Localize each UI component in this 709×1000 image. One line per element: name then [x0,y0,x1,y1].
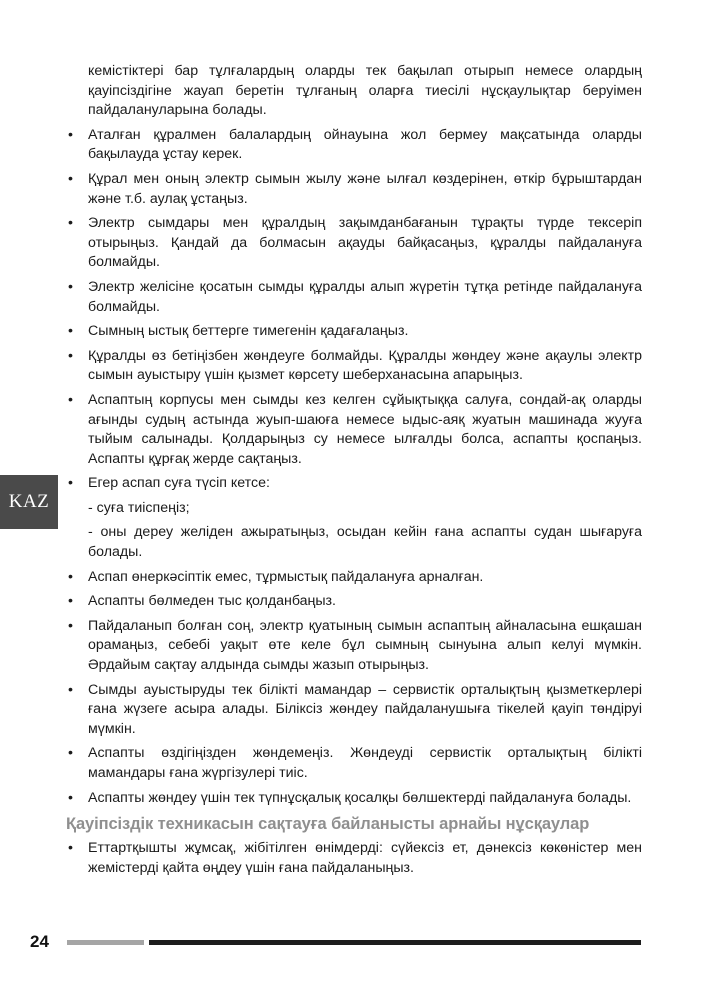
bullet-marker: • [68,323,73,340]
bullet-item [66,126,642,165]
bullet-marker: • [68,475,73,492]
bullet-item [66,617,642,676]
item-text: Электр сымдары мен құралдың зақымданбағанын тұрақты түрде тексеріп отырыңыз. Қандай да болмасын ақауды байқасаңыз, құралды пайдалануға болмайды. [88,215,642,271]
item-text: Пайдаланып болған соң, электр қуатының сымын аспаптың айналасына ешқашан орамаңыз, себебі уақыт өте келе бұл сымның сынуына алып келуі мүмкін. Әрдайым сақтау алдында сымды жазып отырыңыз. [88,617,642,674]
item-text: Сымды ауыстыруды тек білікті мамандар – сервистік орталықтың қызметкерлері ғана жүзеге асыра алады. Біліксіз жөндеу пайдаланушыға тікелей қауіп төндіруі мүмкін. [88,681,642,737]
bullet-item [66,278,642,317]
bullet-marker: • [68,840,73,857]
continued-text [66,62,642,121]
item-text: Электр желісіне қосатын сымды құралды алып жүретін тұтқа ретінде пайдалануға болмайды. [88,278,642,315]
bullet-item [66,347,642,386]
item-text: Құралды өз бетіңізбен жөндеуге болмайды. Құралды жөндеу және ақаулы электр сымын ауыстыру үшін қызмет көрсету шеберханасына апарыңыз. [88,347,642,384]
bullet-item [66,214,642,273]
bullet-marker: • [68,789,73,806]
bullet-item [66,839,642,878]
bullet-item [66,592,642,612]
item-text: Еттартқышты жұмсақ, жібітілген өнімдерді: сүйексіз ет, дәнексіз көкөністер мен жемістерді қайта өңдеу үшін ғана пайдаланыңыз. [88,840,642,876]
bullet-marker: • [68,347,73,364]
page-number: 24 [30,932,49,951]
bullet-marker: • [68,617,73,634]
bullet-item [66,391,642,469]
item-text: Сымның ыстық беттерге тимегенін қадағалаңыз. [88,323,409,340]
item-text: Аспапты жөндеу үшін тек түпнұсқалық қосалқы бөлшектерді пайдалануға болады. [88,789,632,806]
bullet-marker: • [68,278,73,295]
item-text: кемістіктері бар тұлғалардың оларды тек бақылап отырып немесе олардың қауіпсіздігіне жауап беретін тұлғаның оларға тиесілі нұсқаулықтар беруімен пайдалануларына болады. [88,63,642,119]
bullet-marker: • [68,593,73,610]
page-content [66,62,642,883]
bullet-item [66,681,642,740]
bullet-item [66,789,642,809]
bullet-marker: • [68,126,73,143]
bullet-item [66,474,642,494]
item-text: - оны дереу желіден ажыратыңыз, осыдан кейін ғана аспапты судан шығаруға болады. [88,524,642,561]
sub-item [66,523,642,562]
item-text: Аталған құралмен балалардың ойнауына жол бермеу мақсатында оларды бақылауда ұстау керек. [88,126,642,163]
bullet-item [66,744,642,783]
bullet-marker: • [68,745,73,762]
footer-bar-dark [149,940,641,945]
item-text: Егер аспап суға түсіп кетсе: [88,475,270,492]
bullet-item [66,322,642,342]
bullet-marker: • [68,170,73,187]
item-text: Аспаптың корпусы мен сымды кез келген сұйықтыққа салуға, сондай-ақ оларды ағынды судың астында жуып-шаюға немесе ыдыс-аяқ жуатын машинада жууға тыйым салынады. Қолдарыңыз су немесе ылғалды болса, аспапты қоспаңыз. Аспапты құрғақ жерде сақтаңыз. [88,391,642,467]
item-text: Аспапты өздігіңізден жөндемеңіз. Жөндеуді сервистік орталықтың білікті мамандары ғана жүргізулері тиіс. [88,745,642,781]
footer-bar-grey [67,940,144,945]
sub-item [66,499,642,519]
item-text: Аспапты бөлмеден тыс қолданбаңыз. [88,593,336,610]
bullet-item [66,568,642,588]
section-heading: Қауіпсіздік техникасын сақтауға байланысты арнайы нұсқаулар [66,815,590,834]
bullet-item [66,170,642,209]
bullet-marker: • [68,215,73,232]
instruction-list [66,62,642,808]
bullet-marker: • [68,568,73,585]
special-instruction-list [66,839,642,878]
item-text: - суға тиіспеңіз; [88,499,190,516]
bullet-marker: • [68,681,73,698]
item-text: Аспап өнеркәсіптік емес, тұрмыстық пайдалануға арналған. [88,568,484,585]
item-text: Құрал мен оның электр сымын жылу және ылғал көздерінен, өткір бұрыштардан және т.б. аулақ ұстаңыз. [88,170,642,207]
bullet-marker: • [68,391,73,408]
language-tab: KAZ [0,475,58,529]
